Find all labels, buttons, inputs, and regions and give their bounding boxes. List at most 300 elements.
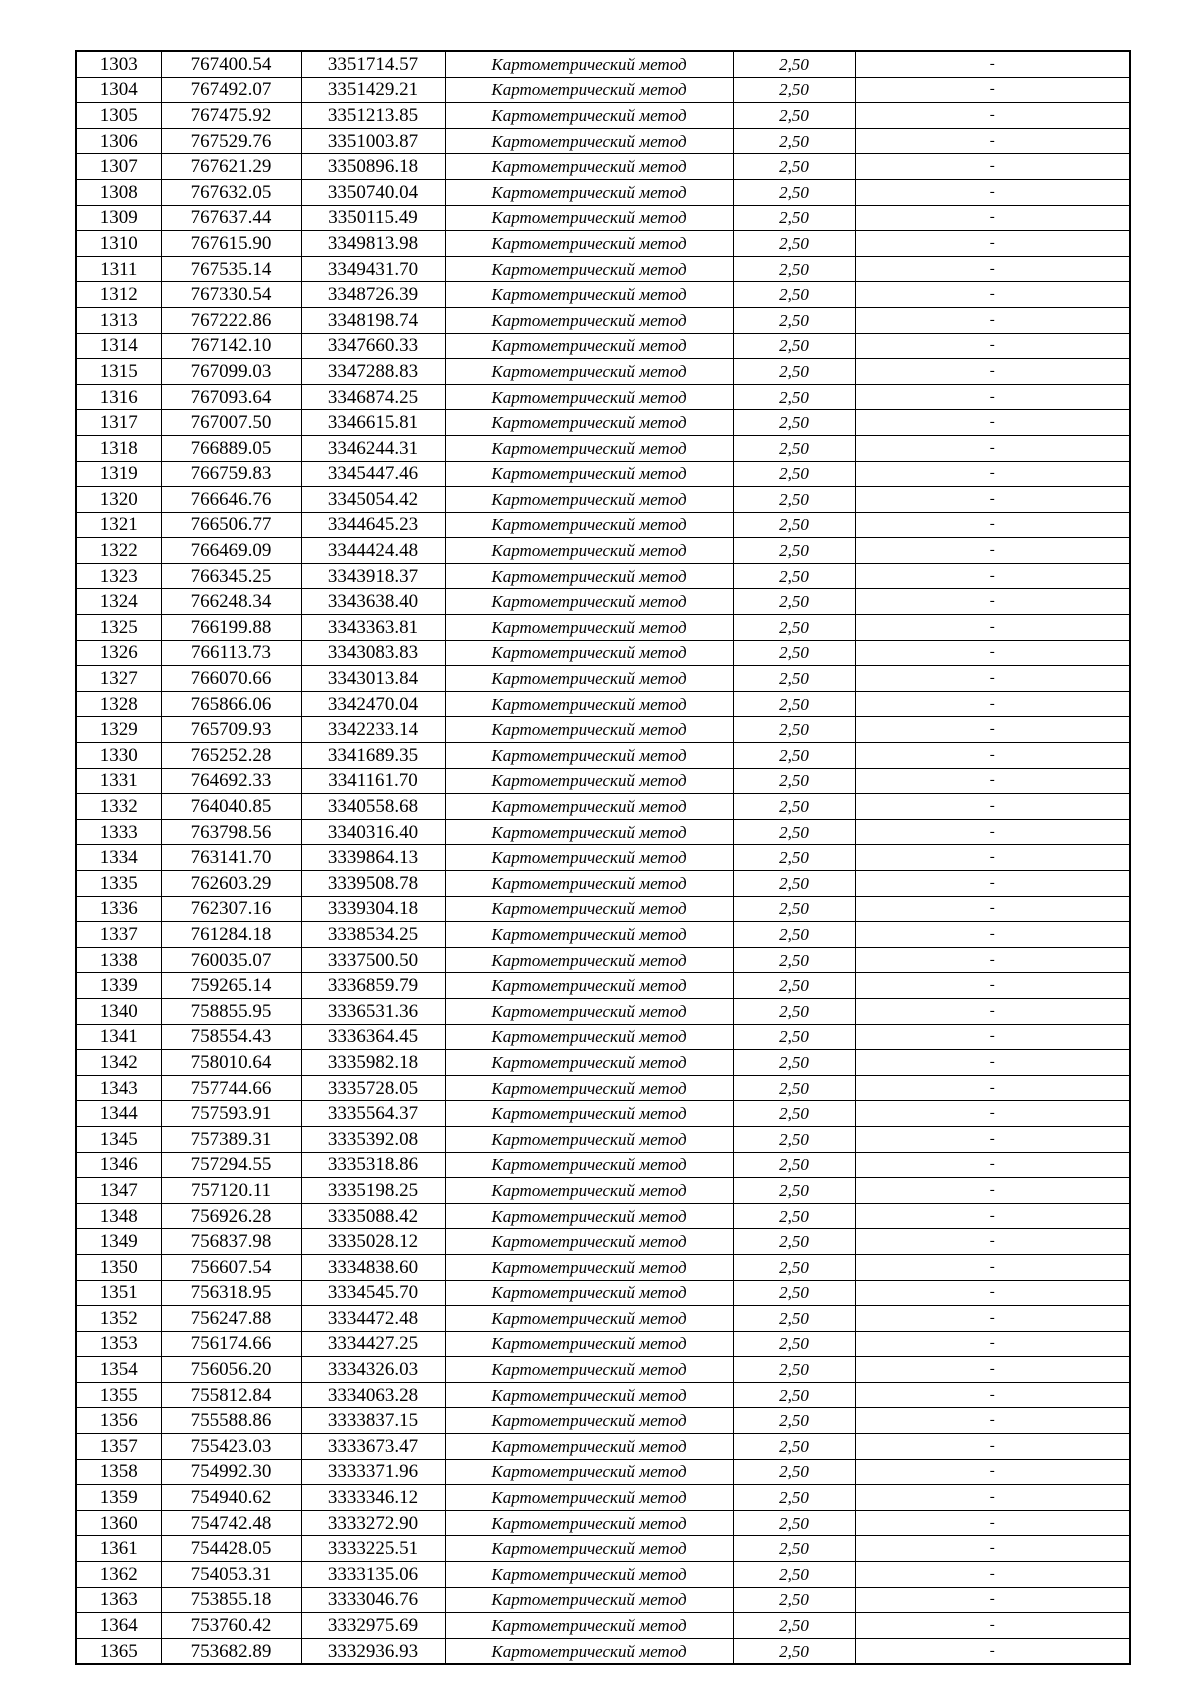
x-coordinate-cell: 766199.88 [161,615,301,641]
x-coordinate-cell: 760035.07 [161,947,301,973]
table-row [76,231,1130,257]
remark-cell: - [855,1357,1130,1383]
method-cell: Картометрический метод [445,1178,733,1204]
accuracy-cell: 2,50 [733,103,855,129]
table-row [76,512,1130,538]
point-number-cell: 1351 [76,1280,161,1306]
table-row [76,717,1130,743]
point-number-cell: 1304 [76,77,161,103]
table-row [76,205,1130,231]
x-coordinate-cell: 766345.25 [161,563,301,589]
x-coordinate-cell: 767099.03 [161,359,301,385]
table-row [76,1434,1130,1460]
accuracy-cell: 2,50 [733,1510,855,1536]
table-row [76,1510,1130,1536]
y-coordinate-cell: 3335318.86 [301,1152,445,1178]
point-number-cell: 1306 [76,128,161,154]
remark-cell: - [855,359,1130,385]
method-cell: Картометрический метод [445,1638,733,1664]
table-row [76,359,1130,385]
x-coordinate-cell: 754940.62 [161,1485,301,1511]
remark-cell: - [855,1382,1130,1408]
y-coordinate-cell: 3342470.04 [301,691,445,717]
table-row [76,1536,1130,1562]
point-number-cell: 1356 [76,1408,161,1434]
y-coordinate-cell: 3343918.37 [301,563,445,589]
table-row [76,947,1130,973]
table-row [76,1229,1130,1255]
remark-cell: - [855,51,1130,77]
point-number-cell: 1337 [76,922,161,948]
method-cell: Картометрический метод [445,1050,733,1076]
y-coordinate-cell: 3335088.42 [301,1203,445,1229]
table-row [76,154,1130,180]
remark-cell: - [855,615,1130,641]
accuracy-cell: 2,50 [733,1306,855,1332]
accuracy-cell: 2,50 [733,1050,855,1076]
method-cell: Картометрический метод [445,691,733,717]
y-coordinate-cell: 3348726.39 [301,282,445,308]
remark-cell: - [855,1203,1130,1229]
x-coordinate-cell: 756607.54 [161,1254,301,1280]
table-row [76,333,1130,359]
x-coordinate-cell: 767222.86 [161,307,301,333]
accuracy-cell: 2,50 [733,1562,855,1588]
x-coordinate-cell: 765866.06 [161,691,301,717]
method-cell: Картометрический метод [445,871,733,897]
x-coordinate-cell: 766113.73 [161,640,301,666]
method-cell: Картометрический метод [445,717,733,743]
accuracy-cell: 2,50 [733,1075,855,1101]
accuracy-cell: 2,50 [733,1331,855,1357]
remark-cell: - [855,1485,1130,1511]
x-coordinate-cell: 757389.31 [161,1126,301,1152]
remark-cell: - [855,1331,1130,1357]
point-number-cell: 1364 [76,1613,161,1639]
y-coordinate-cell: 3344645.23 [301,512,445,538]
accuracy-cell: 2,50 [733,1638,855,1664]
remark-cell: - [855,845,1130,871]
x-coordinate-cell: 764040.85 [161,794,301,820]
x-coordinate-cell: 766759.83 [161,461,301,487]
remark-cell: - [855,947,1130,973]
table-row [76,461,1130,487]
remark-cell: - [855,154,1130,180]
accuracy-cell: 2,50 [733,1613,855,1639]
remark-cell: - [855,307,1130,333]
y-coordinate-cell: 3351429.21 [301,77,445,103]
method-cell: Картометрический метод [445,1536,733,1562]
point-number-cell: 1355 [76,1382,161,1408]
x-coordinate-cell: 767637.44 [161,205,301,231]
method-cell: Картометрический метод [445,973,733,999]
method-cell: Картометрический метод [445,103,733,129]
accuracy-cell: 2,50 [733,1280,855,1306]
table-row [76,1203,1130,1229]
table-row [76,1075,1130,1101]
remark-cell: - [855,691,1130,717]
remark-cell: - [855,410,1130,436]
table-row [76,1587,1130,1613]
x-coordinate-cell: 753855.18 [161,1587,301,1613]
accuracy-cell: 2,50 [733,435,855,461]
point-number-cell: 1315 [76,359,161,385]
accuracy-cell: 2,50 [733,1536,855,1562]
accuracy-cell: 2,50 [733,1152,855,1178]
point-number-cell: 1332 [76,794,161,820]
point-number-cell: 1317 [76,410,161,436]
x-coordinate-cell: 766469.09 [161,538,301,564]
x-coordinate-cell: 767093.64 [161,384,301,410]
point-number-cell: 1350 [76,1254,161,1280]
table-row [76,1638,1130,1664]
accuracy-cell: 2,50 [733,947,855,973]
y-coordinate-cell: 3334063.28 [301,1382,445,1408]
remark-cell: - [855,589,1130,615]
remark-cell: - [855,384,1130,410]
table-row [76,871,1130,897]
table-row [76,77,1130,103]
table-row [76,973,1130,999]
y-coordinate-cell: 3346874.25 [301,384,445,410]
y-coordinate-cell: 3343083.83 [301,640,445,666]
y-coordinate-cell: 3344424.48 [301,538,445,564]
table-row [76,589,1130,615]
remark-cell: - [855,512,1130,538]
accuracy-cell: 2,50 [733,231,855,257]
remark-cell: - [855,282,1130,308]
table-row [76,794,1130,820]
x-coordinate-cell: 767142.10 [161,333,301,359]
remark-cell: - [855,1536,1130,1562]
method-cell: Картометрический метод [445,896,733,922]
accuracy-cell: 2,50 [733,512,855,538]
point-number-cell: 1330 [76,743,161,769]
y-coordinate-cell: 3334838.60 [301,1254,445,1280]
table-row [76,538,1130,564]
point-number-cell: 1340 [76,998,161,1024]
y-coordinate-cell: 3345447.46 [301,461,445,487]
remark-cell: - [855,1254,1130,1280]
table-row [76,1152,1130,1178]
accuracy-cell: 2,50 [733,615,855,641]
y-coordinate-cell: 3348198.74 [301,307,445,333]
table-row [76,922,1130,948]
y-coordinate-cell: 3342233.14 [301,717,445,743]
point-number-cell: 1325 [76,615,161,641]
y-coordinate-cell: 3339508.78 [301,871,445,897]
point-number-cell: 1314 [76,333,161,359]
method-cell: Картометрический метод [445,922,733,948]
y-coordinate-cell: 3351714.57 [301,51,445,77]
point-number-cell: 1307 [76,154,161,180]
remark-cell: - [855,1562,1130,1588]
y-coordinate-cell: 3343638.40 [301,589,445,615]
accuracy-cell: 2,50 [733,410,855,436]
point-number-cell: 1335 [76,871,161,897]
accuracy-cell: 2,50 [733,179,855,205]
table-row [76,435,1130,461]
table-row [76,1126,1130,1152]
remark-cell: - [855,333,1130,359]
point-number-cell: 1324 [76,589,161,615]
point-number-cell: 1341 [76,1024,161,1050]
x-coordinate-cell: 767621.29 [161,154,301,180]
remark-cell: - [855,563,1130,589]
x-coordinate-cell: 767330.54 [161,282,301,308]
x-coordinate-cell: 767492.07 [161,77,301,103]
method-cell: Картометрический метод [445,1306,733,1332]
x-coordinate-cell: 754992.30 [161,1459,301,1485]
point-number-cell: 1319 [76,461,161,487]
accuracy-cell: 2,50 [733,768,855,794]
point-number-cell: 1308 [76,179,161,205]
point-number-cell: 1333 [76,819,161,845]
method-cell: Картометрический метод [445,666,733,692]
method-cell: Картометрический метод [445,538,733,564]
x-coordinate-cell: 757294.55 [161,1152,301,1178]
point-number-cell: 1361 [76,1536,161,1562]
x-coordinate-cell: 766070.66 [161,666,301,692]
accuracy-cell: 2,50 [733,589,855,615]
remark-cell: - [855,538,1130,564]
point-number-cell: 1334 [76,845,161,871]
x-coordinate-cell: 753760.42 [161,1613,301,1639]
method-cell: Картометрический метод [445,77,733,103]
method-cell: Картометрический метод [445,231,733,257]
x-coordinate-cell: 764692.33 [161,768,301,794]
y-coordinate-cell: 3338534.25 [301,922,445,948]
method-cell: Картометрический метод [445,179,733,205]
y-coordinate-cell: 3343363.81 [301,615,445,641]
accuracy-cell: 2,50 [733,1587,855,1613]
table-row [76,1101,1130,1127]
table-row [76,256,1130,282]
accuracy-cell: 2,50 [733,691,855,717]
method-cell: Картометрический метод [445,1254,733,1280]
method-cell: Картометрический метод [445,1613,733,1639]
table-row [76,1331,1130,1357]
table-row [76,410,1130,436]
y-coordinate-cell: 3335392.08 [301,1126,445,1152]
point-number-cell: 1338 [76,947,161,973]
x-coordinate-cell: 757593.91 [161,1101,301,1127]
table-row [76,179,1130,205]
x-coordinate-cell: 767007.50 [161,410,301,436]
y-coordinate-cell: 3335198.25 [301,1178,445,1204]
point-number-cell: 1365 [76,1638,161,1664]
remark-cell: - [855,743,1130,769]
table-row [76,640,1130,666]
table-row [76,998,1130,1024]
method-cell: Картометрический метод [445,282,733,308]
y-coordinate-cell: 3350740.04 [301,179,445,205]
accuracy-cell: 2,50 [733,743,855,769]
accuracy-cell: 2,50 [733,845,855,871]
point-number-cell: 1323 [76,563,161,589]
table-row [76,307,1130,333]
point-number-cell: 1303 [76,51,161,77]
table-row [76,768,1130,794]
point-number-cell: 1322 [76,538,161,564]
method-cell: Картометрический метод [445,1562,733,1588]
table-row [76,384,1130,410]
remark-cell: - [855,461,1130,487]
x-coordinate-cell: 756318.95 [161,1280,301,1306]
method-cell: Картометрический метод [445,128,733,154]
table-row [76,1050,1130,1076]
x-coordinate-cell: 756247.88 [161,1306,301,1332]
y-coordinate-cell: 3341689.35 [301,743,445,769]
point-number-cell: 1336 [76,896,161,922]
accuracy-cell: 2,50 [733,1382,855,1408]
point-number-cell: 1348 [76,1203,161,1229]
y-coordinate-cell: 3349813.98 [301,231,445,257]
method-cell: Картометрический метод [445,1408,733,1434]
point-number-cell: 1352 [76,1306,161,1332]
accuracy-cell: 2,50 [733,794,855,820]
method-cell: Картометрический метод [445,563,733,589]
point-number-cell: 1331 [76,768,161,794]
method-cell: Картометрический метод [445,410,733,436]
method-cell: Картометрический метод [445,1126,733,1152]
y-coordinate-cell: 3336364.45 [301,1024,445,1050]
method-cell: Картометрический метод [445,1357,733,1383]
method-cell: Картометрический метод [445,154,733,180]
method-cell: Картометрический метод [445,1459,733,1485]
accuracy-cell: 2,50 [733,896,855,922]
y-coordinate-cell: 3343013.84 [301,666,445,692]
point-number-cell: 1346 [76,1152,161,1178]
remark-cell: - [855,1126,1130,1152]
x-coordinate-cell: 767632.05 [161,179,301,205]
accuracy-cell: 2,50 [733,666,855,692]
accuracy-cell: 2,50 [733,282,855,308]
point-number-cell: 1344 [76,1101,161,1127]
y-coordinate-cell: 3336531.36 [301,998,445,1024]
y-coordinate-cell: 3340558.68 [301,794,445,820]
point-number-cell: 1311 [76,256,161,282]
accuracy-cell: 2,50 [733,51,855,77]
method-cell: Картометрический метод [445,384,733,410]
x-coordinate-cell: 756174.66 [161,1331,301,1357]
y-coordinate-cell: 3333046.76 [301,1587,445,1613]
y-coordinate-cell: 3332975.69 [301,1613,445,1639]
table-row [76,666,1130,692]
method-cell: Картометрический метод [445,1024,733,1050]
coordinates-table [75,50,1131,1665]
point-number-cell: 1359 [76,1485,161,1511]
table-row [76,743,1130,769]
table-row [76,282,1130,308]
method-cell: Картометрический метод [445,1331,733,1357]
point-number-cell: 1320 [76,487,161,513]
method-cell: Картометрический метод [445,51,733,77]
point-number-cell: 1360 [76,1510,161,1536]
method-cell: Картометрический метод [445,1434,733,1460]
accuracy-cell: 2,50 [733,1101,855,1127]
point-number-cell: 1329 [76,717,161,743]
table-row [76,1357,1130,1383]
remark-cell: - [855,1510,1130,1536]
x-coordinate-cell: 756837.98 [161,1229,301,1255]
method-cell: Картометрический метод [445,333,733,359]
x-coordinate-cell: 762307.16 [161,896,301,922]
method-cell: Картометрический метод [445,819,733,845]
method-cell: Картометрический метод [445,1485,733,1511]
remark-cell: - [855,1050,1130,1076]
remark-cell: - [855,1229,1130,1255]
y-coordinate-cell: 3333272.90 [301,1510,445,1536]
point-number-cell: 1345 [76,1126,161,1152]
remark-cell: - [855,973,1130,999]
remark-cell: - [855,896,1130,922]
table-row [76,1459,1130,1485]
point-number-cell: 1354 [76,1357,161,1383]
y-coordinate-cell: 3341161.70 [301,768,445,794]
x-coordinate-cell: 766646.76 [161,487,301,513]
accuracy-cell: 2,50 [733,487,855,513]
method-cell: Картометрический метод [445,615,733,641]
table-row [76,1408,1130,1434]
table-row [76,896,1130,922]
table-row [76,128,1130,154]
method-cell: Картометрический метод [445,640,733,666]
point-number-cell: 1363 [76,1587,161,1613]
method-cell: Картометрический метод [445,1075,733,1101]
accuracy-cell: 2,50 [733,922,855,948]
remark-cell: - [855,1280,1130,1306]
method-cell: Картометрический метод [445,1510,733,1536]
table-row [76,51,1130,77]
accuracy-cell: 2,50 [733,461,855,487]
x-coordinate-cell: 753682.89 [161,1638,301,1664]
accuracy-cell: 2,50 [733,563,855,589]
remark-cell: - [855,640,1130,666]
accuracy-cell: 2,50 [733,1229,855,1255]
table-row [76,1024,1130,1050]
accuracy-cell: 2,50 [733,359,855,385]
x-coordinate-cell: 754428.05 [161,1536,301,1562]
y-coordinate-cell: 3333135.06 [301,1562,445,1588]
table-row [76,1613,1130,1639]
accuracy-cell: 2,50 [733,1357,855,1383]
method-cell: Картометрический метод [445,768,733,794]
remark-cell: - [855,1178,1130,1204]
remark-cell: - [855,487,1130,513]
x-coordinate-cell: 758010.64 [161,1050,301,1076]
remark-cell: - [855,128,1130,154]
remark-cell: - [855,717,1130,743]
accuracy-cell: 2,50 [733,307,855,333]
y-coordinate-cell: 3345054.42 [301,487,445,513]
x-coordinate-cell: 758554.43 [161,1024,301,1050]
method-cell: Картометрический метод [445,743,733,769]
method-cell: Картометрический метод [445,487,733,513]
accuracy-cell: 2,50 [733,1178,855,1204]
x-coordinate-cell: 755423.03 [161,1434,301,1460]
remark-cell: - [855,922,1130,948]
x-coordinate-cell: 758855.95 [161,998,301,1024]
table-row [76,1382,1130,1408]
point-number-cell: 1326 [76,640,161,666]
table-row [76,615,1130,641]
remark-cell: - [855,256,1130,282]
table-row [76,819,1130,845]
accuracy-cell: 2,50 [733,154,855,180]
y-coordinate-cell: 3337500.50 [301,947,445,973]
remark-cell: - [855,205,1130,231]
